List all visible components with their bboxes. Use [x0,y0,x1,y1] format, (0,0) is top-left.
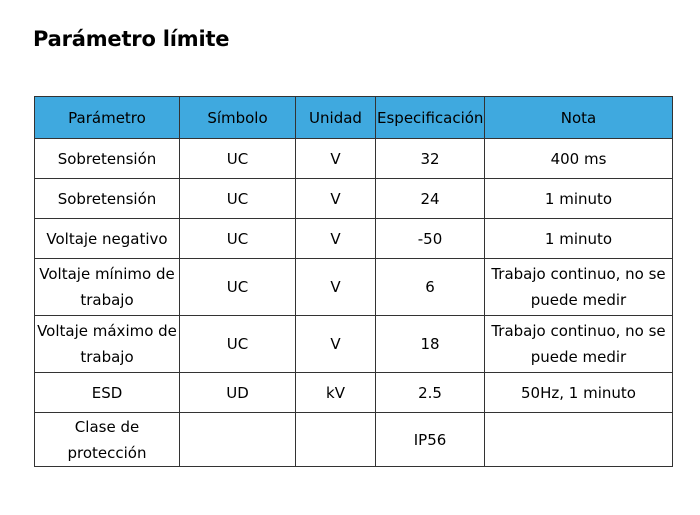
header-parameter: Parámetro [35,97,180,139]
table-row [35,179,673,219]
table-row [35,139,673,179]
table-row [35,259,673,316]
cell-specification: 2.5 [376,373,485,413]
cell-symbol: UC [180,139,296,179]
cell-specification: 6 [376,259,485,316]
page-title: Parámetro límite [33,27,230,51]
cell-unit: V [296,139,376,179]
table-header-row [35,97,673,139]
cell-parameter: Clase de protección [35,413,180,467]
cell-parameter: Voltaje mínimo de trabajo [35,259,180,316]
header-unit: Unidad [296,97,376,139]
cell-specification: 32 [376,139,485,179]
cell-symbol: UD [180,373,296,413]
cell-parameter: Voltaje negativo [35,219,180,259]
cell-symbol: UC [180,219,296,259]
cell-unit: V [296,179,376,219]
cell-parameter: Voltaje máximo de trabajo [35,316,180,373]
cell-note: 1 minuto [485,219,673,259]
cell-symbol: UC [180,316,296,373]
cell-parameter: ESD [35,373,180,413]
cell-note: 50Hz, 1 minuto [485,373,673,413]
cell-unit [296,413,376,467]
cell-unit: V [296,219,376,259]
table-row [35,373,673,413]
cell-unit: V [296,316,376,373]
cell-specification: IP56 [376,413,485,467]
header-note: Nota [485,97,673,139]
table-row [35,316,673,373]
cell-note: Trabajo continuo, no se puede medir [485,316,673,373]
cell-note: 1 minuto [485,179,673,219]
cell-symbol [180,413,296,467]
cell-parameter: Sobretensión [35,179,180,219]
cell-unit: kV [296,373,376,413]
header-specification: Especificación [376,97,485,139]
cell-symbol: UC [180,259,296,316]
cell-note [485,413,673,467]
cell-specification: 18 [376,316,485,373]
cell-symbol: UC [180,179,296,219]
cell-parameter: Sobretensión [35,139,180,179]
limit-parameters-table [34,96,673,467]
cell-unit: V [296,259,376,316]
table-row [35,413,673,467]
cell-specification: -50 [376,219,485,259]
header-symbol: Símbolo [180,97,296,139]
cell-note: Trabajo continuo, no se puede medir [485,259,673,316]
cell-note: 400 ms [485,139,673,179]
table-row [35,219,673,259]
cell-specification: 24 [376,179,485,219]
